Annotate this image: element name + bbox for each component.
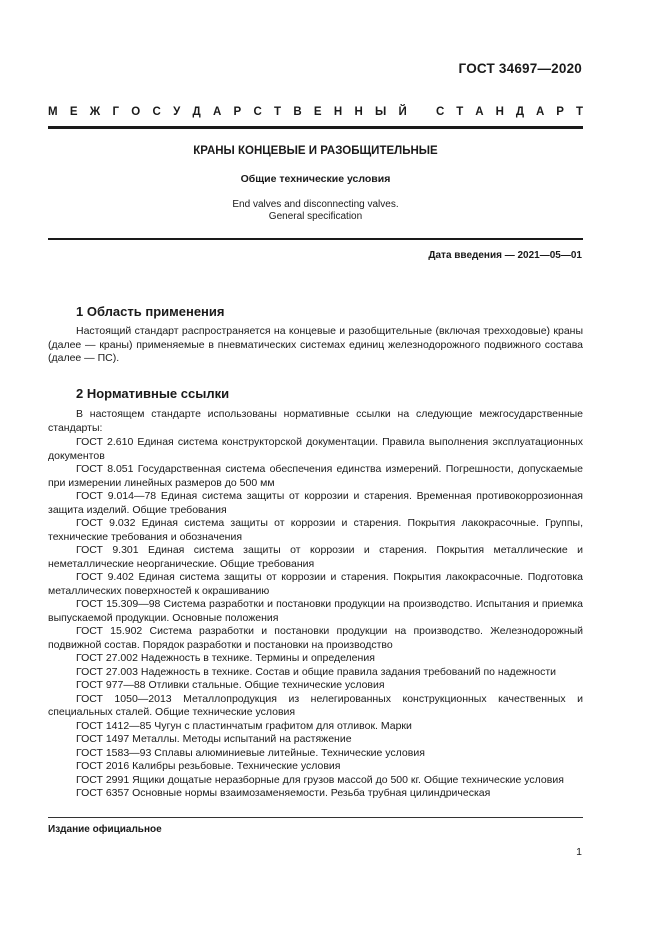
banner-word-standard <box>436 106 583 118</box>
banner-letter: Ы <box>375 106 387 118</box>
english-title-line-2: General specification <box>268 211 363 222</box>
introduction-date: Дата введения — 2021—05—01 <box>428 250 582 261</box>
section-1-text: Настоящий стандарт распространяется на концевые и разобщительные (включая трехходовые) краны (далее — краны) применяемые в пневматических системах единиц железнодорожного подвижного состава (далее — ПС). <box>48 325 583 364</box>
banner-letter: Е <box>313 106 322 118</box>
banner-letter: Е <box>69 106 78 118</box>
reference-item: ГОСТ 2991 Ящики дощатые неразборные для грузов массой до 500 кг. Общие технические условия <box>76 773 564 786</box>
document-code: ГОСТ 34697—2020 <box>458 61 582 76</box>
banner-letter: Й <box>398 106 407 118</box>
banner-letter: М <box>48 106 58 118</box>
reference-item: ГОСТ 8.051 Государственная система обеспечения единства измерений. Погрешности, допускаемые при измерении линейных размеров до 500 мм <box>48 463 583 489</box>
header-rule <box>48 126 583 129</box>
banner-letter: Н <box>354 106 363 118</box>
banner-letter: Д <box>192 106 201 118</box>
official-edition-label: Издание официальное <box>48 824 162 835</box>
reference-item: ГОСТ 15.309—98 Система разработки и постановки продукции на производство. Испытания и приемка выпускаемой продукции. Основные положения <box>48 598 583 624</box>
reference-item: ГОСТ 977—88 Отливки стальные. Общие технические условия <box>76 679 385 691</box>
document-subtitle: Общие технические условия <box>240 173 391 185</box>
section-1-heading: 1 Область применения <box>76 304 225 319</box>
banner-letter: С <box>436 106 445 118</box>
reference-item: ГОСТ 1583—93 Сплавы алюминиевые литейные. Технические условия <box>76 746 425 759</box>
banner-letter: А <box>475 106 484 118</box>
section-2-intro: В настоящем стандарте использованы нормативные ссылки на следующие межгосударственные стандарты: <box>48 408 583 434</box>
banner-letter: Д <box>515 106 525 118</box>
banner-letter: В <box>293 106 302 118</box>
banner-letter: Р <box>556 106 564 118</box>
banner-letter: Н <box>333 106 343 118</box>
banner-letter: Г <box>112 106 119 118</box>
banner-letter: Т <box>274 106 282 118</box>
reference-item: ГОСТ 9.301 Единая система защиты от коррозии и старения. Покрытия металлические и неметаллические неорганические. Общие требования <box>48 544 583 570</box>
banner-letter: Н <box>495 106 504 118</box>
banner-letter: Р <box>233 106 242 118</box>
reference-item: ГОСТ 1497 Металлы. Методы испытаний на растяжение <box>76 733 352 745</box>
page-number: 1 <box>576 846 582 858</box>
banner-letter: С <box>152 106 161 118</box>
banner-letter: Т <box>575 106 583 118</box>
reference-item: ГОСТ 15.902 Система разработки и постановки продукции на производство. Железнодорожный подвижной состав. Порядок разработки и постановки на производство <box>48 625 583 651</box>
reference-item: ГОСТ 1050—2013 Металлопродукция из нелегированных конструкционных качественных и специальных сталей. Общие технические условия <box>48 692 583 718</box>
banner-letter: Т <box>456 106 464 118</box>
reference-item: ГОСТ 2016 Калибры резьбовые. Технические условия <box>76 760 341 772</box>
banner-letter: Ж <box>89 106 101 118</box>
reference-item: ГОСТ 1412—85 Чугун с пластинчатым графитом для отливок. Марки <box>76 719 412 732</box>
title-rule <box>48 238 583 240</box>
banner-letter: А <box>212 106 222 118</box>
banner-letter: С <box>253 106 262 118</box>
banner-letter: У <box>173 106 181 118</box>
banner-letter: О <box>131 106 141 118</box>
reference-item: ГОСТ 9.032 Единая система защиты от коррозии и старения. Покрытия лакокрасочные. Группы, технические требования и обозначения <box>48 517 583 543</box>
reference-item: ГОСТ 9.014—78 Единая система защиты от коррозии и старения. Временная противокоррозионная защита изделий. Общие требования <box>48 490 583 516</box>
banner-word-interstate <box>48 106 407 118</box>
reference-item: ГОСТ 9.402 Единая система защиты от коррозии и старения. Покрытия лакокрасочные. Подготовка металлических поверхностей к окрашиванию <box>48 571 583 597</box>
standard-banner <box>48 106 583 118</box>
english-title-line-1: End valves and disconnecting valves. <box>232 199 399 210</box>
document-title: КРАНЫ КОНЦЕВЫЕ И РАЗОБЩИТЕЛЬНЫЕ <box>193 145 438 157</box>
section-2-heading: 2 Нормативные ссылки <box>76 386 230 401</box>
footer-rule <box>48 817 583 818</box>
reference-item: ГОСТ 6357 Основные нормы взаимозаменяемости. Резьба трубная цилиндрическая <box>76 787 491 799</box>
reference-item: ГОСТ 27.003 Надежность в технике. Состав и общие правила задания требований по надежности <box>76 665 556 678</box>
english-title <box>48 199 583 223</box>
normative-references-list <box>48 436 583 801</box>
reference-item: ГОСТ 27.002 Надежность в технике. Термины и определения <box>76 652 375 664</box>
reference-item: ГОСТ 2.610 Единая система конструкторской документации. Правила выполнения эксплуатационных документов <box>48 436 583 462</box>
banner-letter: А <box>536 106 545 118</box>
